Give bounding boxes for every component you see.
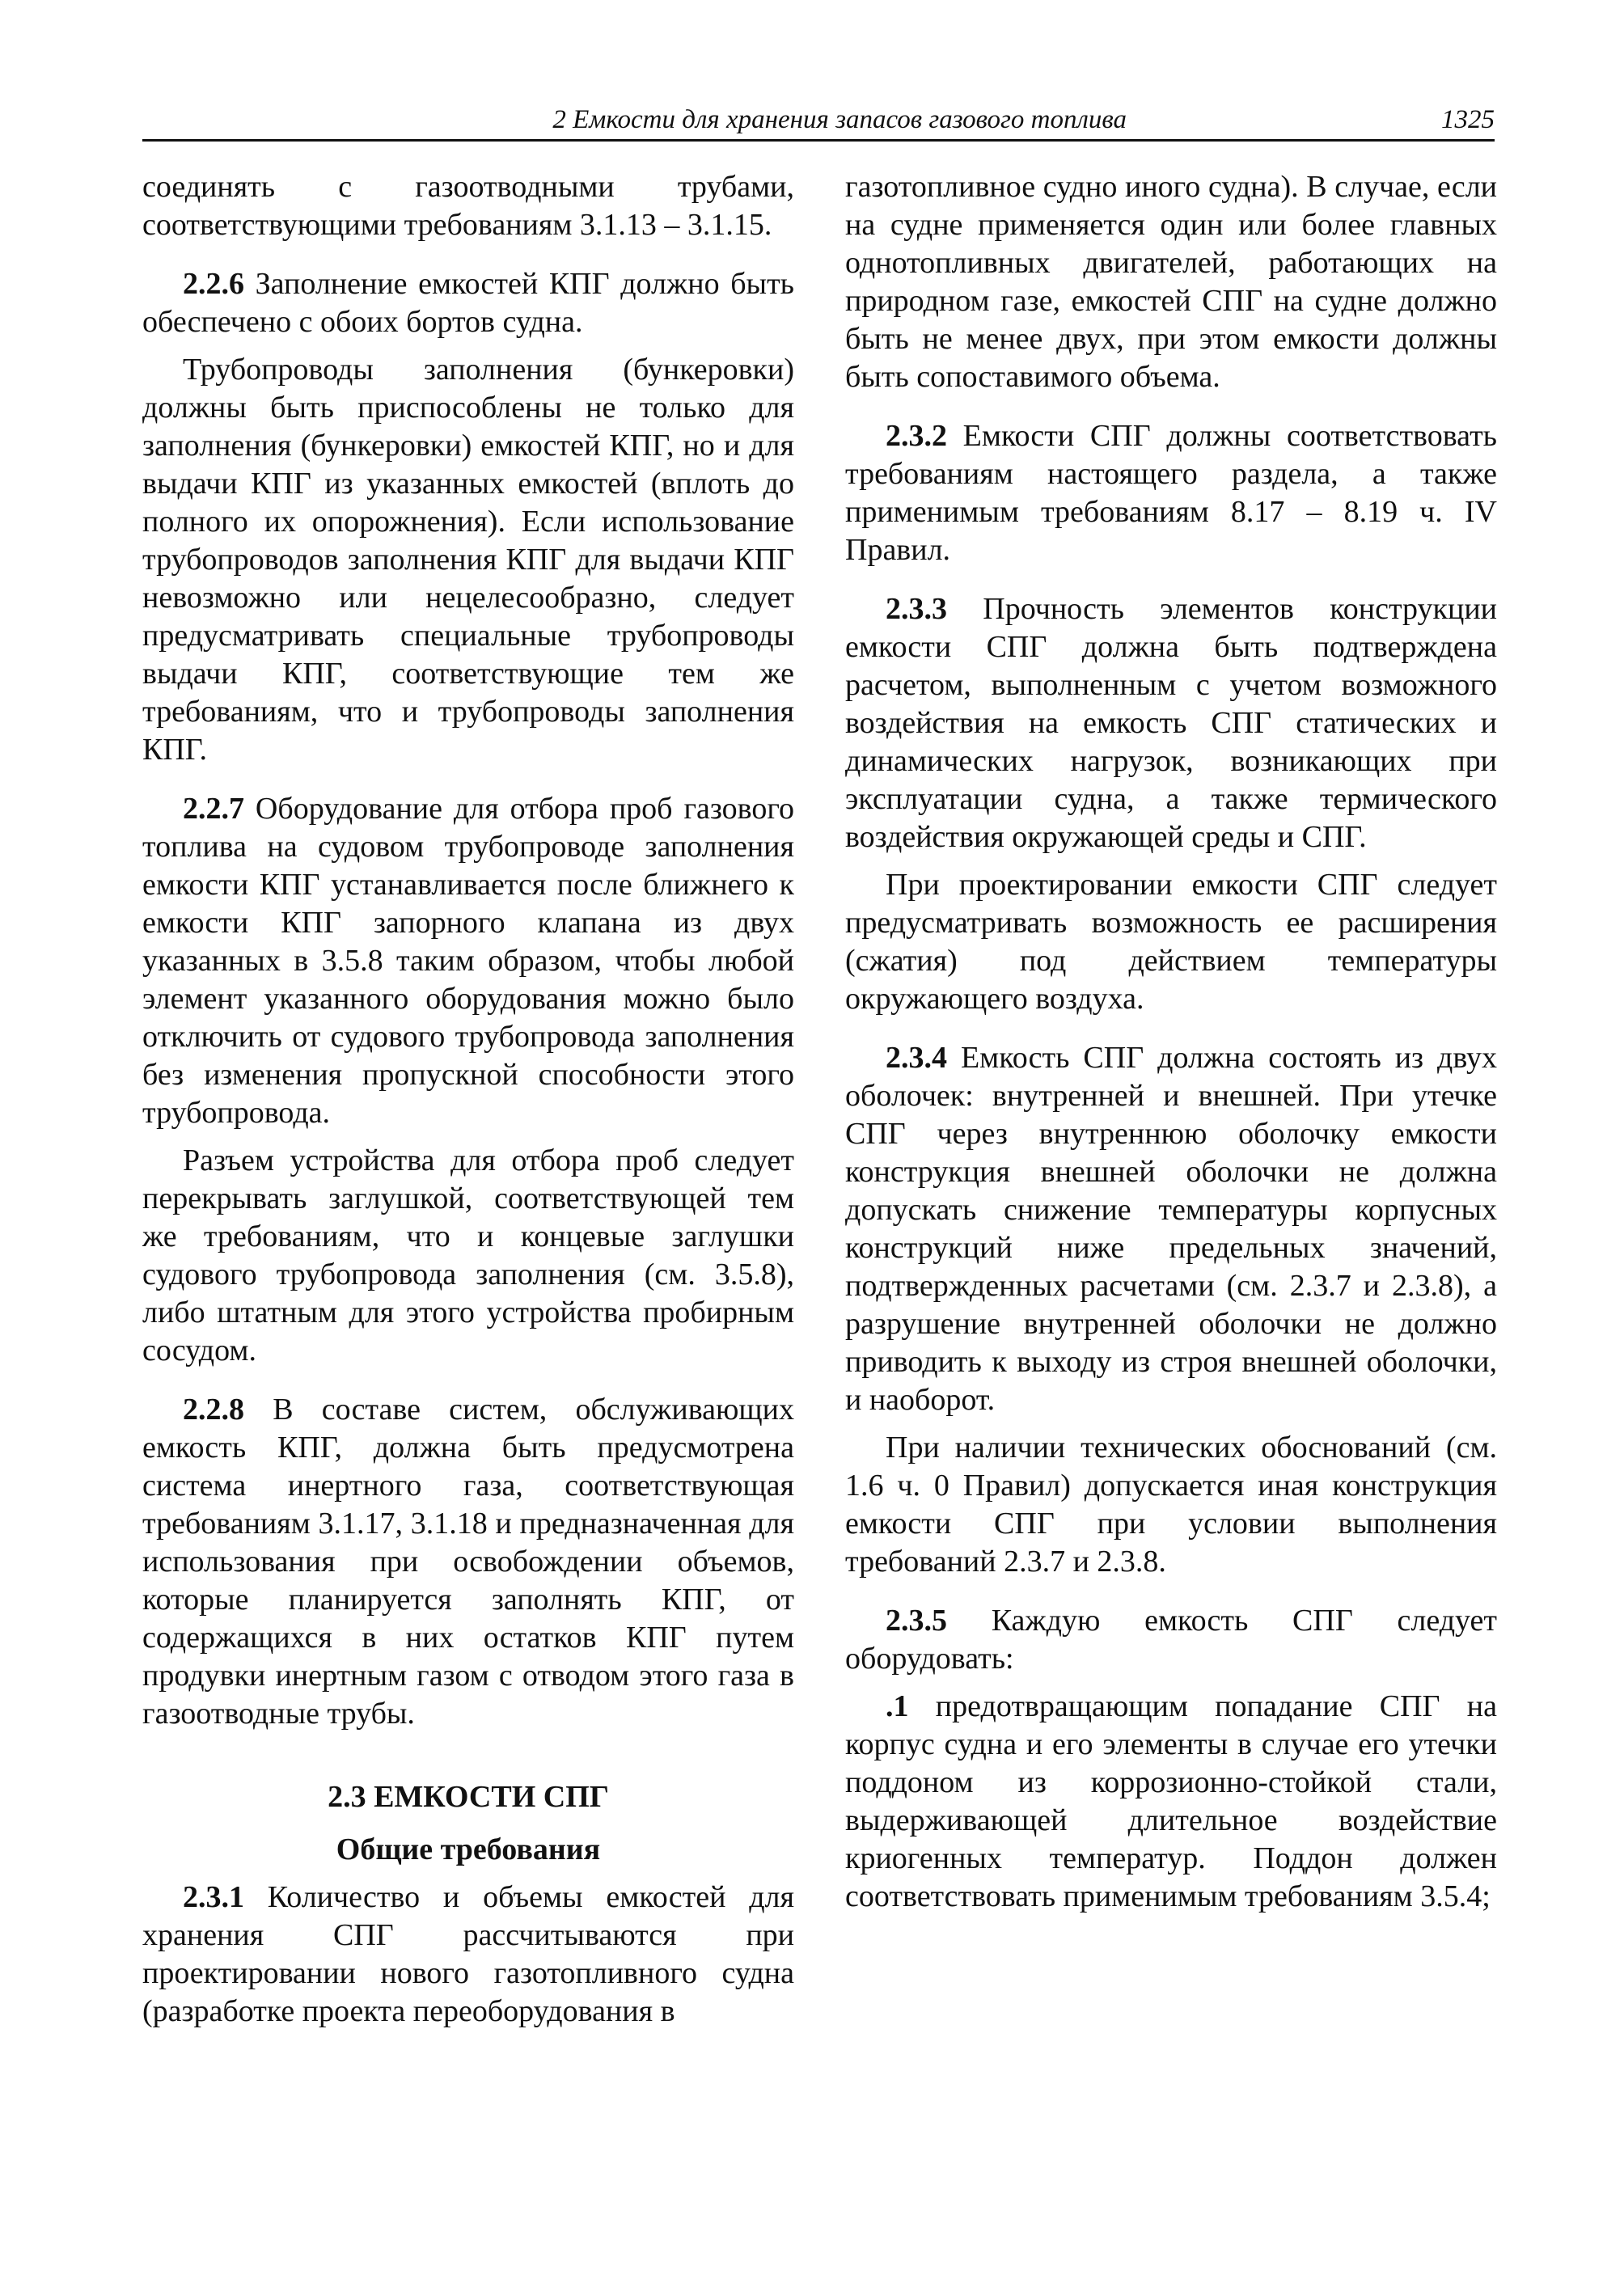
clause-2-3-5 <box>845 1602 1497 1678</box>
clause-number: 2.3.2 <box>886 419 947 453</box>
clause-text: Количество и объемы емкостей для хранения СПГ рассчитываются при проектировании нового газотопливного судна (разработке проекта переоборудования в <box>142 1880 794 2028</box>
list-item-number: .1 <box>886 1689 909 1723</box>
clause-2-2-8 <box>142 1391 794 1733</box>
paragraph-continuation: газотопливное судно иного судна). В случае, если на судне применяется один или более главных однотопливных двигателей, работающих на природном газе, емкостей СПГ на судне должно быть не менее двух, при этом емкости должны быть сопоставимого объема. <box>845 170 1497 394</box>
clause-number: 2.2.7 <box>183 792 244 826</box>
clause-number: 2.3.5 <box>886 1604 947 1638</box>
page-number: 1325 <box>1441 105 1495 134</box>
clause-2-2-6 <box>142 265 794 341</box>
left-column <box>142 168 794 2031</box>
running-header-title: 2 Емкости для хранения запасов газового топлива <box>552 105 1127 134</box>
clause-number: 2.3.4 <box>886 1041 947 1075</box>
clause-text: Емкость СПГ должна состоять из двух оболочек: внутренней и внешней. При утечке СПГ через внутреннюю оболочку емкости конструкция внешней оболочки не должна допускать снижение температуры корпусных конструкций ниже предельных значений, подтвержденных расчетами (см. 2.3.7 и 2.3.8), а разрушение внутренней оболочки не должно приводить к выходу из строя внешней оболочки, и наоборот. <box>845 1041 1497 1417</box>
clause-number: 2.2.8 <box>183 1393 244 1427</box>
clause-2-3-3 <box>845 590 1497 856</box>
running-header <box>142 99 1495 142</box>
paragraph: При проектировании емкости СПГ следует предусматривать возможность ее расширения (сжатия) под действием температуры окружающего воздуха. <box>845 868 1497 1016</box>
clause-2-2-7 <box>142 790 794 1132</box>
clause-text: В составе систем, обслуживающих емкость КПГ, должна быть предусмотрена система инертного газа, соответствующая требованиям 3.1.17, 3.1.18 и предназначенная для использования при освобождении объемов, которые планируется заполнять КПГ, от содержащихся в них остатков КПГ путем продувки инертным газом с отводом этого газа в газоотводные трубы. <box>142 1393 794 1731</box>
paragraph-continuation: соединять с газоотводными трубами, соответствующими требованиям 3.1.13 – 3.1.15. <box>142 170 794 242</box>
right-column <box>845 168 1497 1916</box>
clause-text: Оборудование для отбора проб газового топлива на судовом трубопроводе заполнения емкости КПГ устанавливается после ближнего к емкости КПГ запорного клапана из двух указанных в 3.5.8 таким образом, чтобы любой элемент указанного оборудования можно было отключить от судового трубопровода заполнения без изменения пропускной способности этого трубопровода. <box>142 792 794 1130</box>
clause-number: 2.3.3 <box>886 592 947 626</box>
list-item-1 <box>845 1688 1497 1916</box>
clause-2-3-1 <box>142 1879 794 2031</box>
clause-number: 2.2.6 <box>183 267 244 301</box>
clause-number: 2.3.1 <box>183 1880 244 1914</box>
subsection-heading: Общие требования <box>336 1832 601 1866</box>
list-item-text: предотвращающим попадание СПГ на корпус судна и его элементы в случае его утечки поддоном из коррозионно-стойкой стали, выдерживающей длительное воздействие криогенных температур. Поддон должен соответствовать применимым требованиям 3.5.4; <box>845 1689 1497 1913</box>
paragraph: Трубопроводы заполнения (бункеровки) должны быть приспособлены не только для заполнения (бункеровки) емкостей КПГ, но и для выдачи КПГ из указанных емкостей (вплоть до полного их опорожнения). Если использование трубопроводов заполнения КПГ для выдачи КПГ невозможно или нецелесообразно, следует предусматривать специальные трубопроводы выдачи КПГ, соответствующие тем же требованиям, что и трубопроводы заполнения КПГ. <box>142 353 794 767</box>
clause-text: Емкости СПГ должны соответствовать требованиям настоящего раздела, а также применимым требованиям 8.17 – 8.19 ч. IV Правил. <box>845 419 1497 567</box>
paragraph: При наличии технических обоснований (см. 1.6 ч. 0 Правил) допускается иная конструкция емкости СПГ при условии выполнения требований 2.3.7 и 2.3.8. <box>845 1431 1497 1579</box>
paragraph: Разъем устройства для отбора проб следует перекрывать заглушкой, соответствующей тем же требованиям, что и концевые заглушки судового трубопровода заполнения (см. 3.5.8), либо штатным для этого устройства пробирным сосудом. <box>142 1143 794 1367</box>
clause-2-3-4 <box>845 1039 1497 1419</box>
clause-text: Заполнение емкостей КПГ должно быть обеспечено с обоих бортов судна. <box>142 267 794 339</box>
section-heading: 2.3 ЕМКОСТИ СПГ <box>328 1780 609 1814</box>
clause-2-3-2 <box>845 417 1497 569</box>
clause-text: Прочность элементов конструкции емкости СПГ должна быть подтверждена расчетом, выполненным с учетом возможного воздействия на емкость СПГ статических и динамических нагрузок, возникающих при эксплуатации судна, а также термического воздействия окружающей среды и СПГ. <box>845 592 1497 854</box>
clause-text: Каждую емкость СПГ следует оборудовать: <box>845 1604 1497 1676</box>
